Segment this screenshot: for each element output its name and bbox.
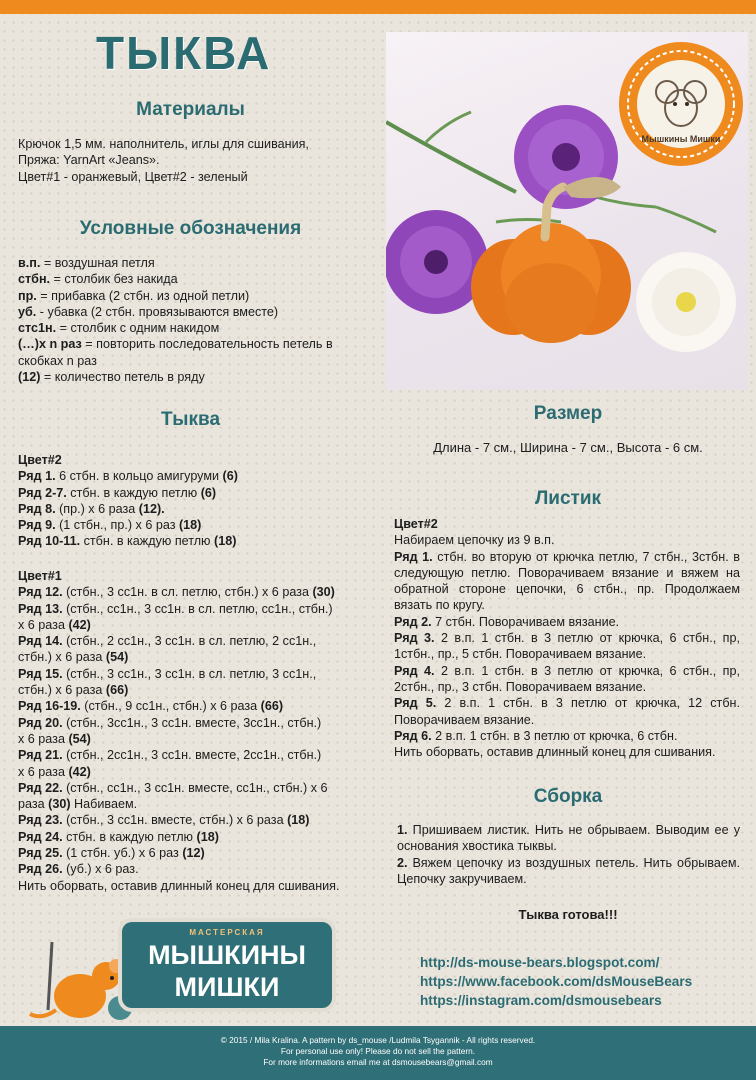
row-label: Ряд 24.: [18, 829, 63, 844]
pattern-row: [18, 649, 340, 665]
row-text: х 6 раза: [18, 731, 69, 746]
row-label: Ряд 9.: [18, 518, 56, 533]
pumpkin-heading: Тыква: [160, 409, 221, 430]
row-label: Ряд 20.: [18, 715, 63, 730]
pattern-row: [18, 796, 340, 812]
pumpkin-color1: [18, 568, 340, 894]
row-count: (18): [196, 829, 219, 844]
leaf-row: [394, 630, 740, 663]
leaf-finish: Нить оборвать, оставив длинный конец для сшивания.: [394, 745, 716, 760]
step-number: 2.: [397, 855, 408, 870]
legend-desc: = повторить последовательность петель в: [81, 337, 333, 352]
page-title: ТЫКВА: [96, 27, 272, 79]
legend-desc: = прибавка (2 стбн. из одной петли): [36, 288, 250, 303]
row-text: (стбн., 2сс1н., 3 сс1н. вместе, 2сс1н., стбн.): [62, 748, 322, 763]
row-count: (42): [68, 764, 91, 779]
pattern-row: [18, 812, 340, 828]
social-link[interactable]: https://www.facebook.com/dsMouseBears: [420, 974, 693, 989]
brand-logo-banner: [118, 918, 336, 1012]
pattern-row: [18, 666, 340, 682]
row-text: 2 в.п. 1 стбн. в 3 петлю от крючка, 6 стбн., пр, 1стбн., пр., 5 стбн. Поворачиваем вязание.: [394, 631, 740, 662]
leaf-row: [394, 663, 740, 696]
legend-desc: - убавка (2 стбн. провязываются вместе): [36, 304, 279, 319]
materials-line: Пряжа: YarnArt «Jeans».: [18, 153, 160, 168]
done-text: Тыква готова!!!: [518, 907, 618, 922]
social-link[interactable]: https://instagram.com/dsmousebears: [420, 993, 662, 1008]
row-text: стбн. во вторую от крючка петлю, 7 стбн., 3стбн. в следующую петлю. Поворачиваем вязание и вяжем на обратной стороне цепочки, 6 стбн., пр. Продолжаем вязать по кругу.: [394, 549, 740, 613]
row-label: Ряд 4.: [394, 663, 435, 678]
row-count: (30): [48, 797, 71, 812]
legend-item: [18, 369, 333, 385]
size-text: [390, 440, 746, 456]
row-count: (54): [105, 650, 129, 665]
row-label: Ряд 10-11.: [18, 534, 81, 549]
row-label: Ряд 8.: [18, 501, 56, 516]
size-value: Длина - 7 см., Ширина - 7 см., Высота - 6 см.: [433, 440, 703, 455]
top-orange-bar: [0, 0, 756, 14]
row-count: (66): [260, 699, 284, 714]
row-label: Ряд 6.: [394, 728, 432, 743]
logo-line2: МИШКИ: [174, 972, 280, 1002]
row-label: Ряд 2-7.: [18, 485, 67, 500]
row-text: (стбн., 3 сс1н., 3 сс1н. в сл. петлю, 3 сс1н.,: [62, 666, 317, 681]
row-text: (стбн., 3 сс1н. в сл. петлю, стбн.) х 6 раза: [62, 585, 313, 600]
row-label: Ряд 22.: [18, 780, 63, 795]
row-label: Ряд 14.: [18, 634, 63, 649]
pattern-row: [18, 715, 340, 731]
row-text: 2 в.п. 1 стбн. в 3 петлю от крючка, 6 стбн., пр, 2стбн., пр., 3 стбн. Поворачиваем вязание.: [394, 663, 740, 694]
legend-term: (12): [18, 370, 41, 385]
row-text: 2 в.п. 1 стбн. в 3 петлю от крючка, 12 стбн. Поворачиваем вязание.: [394, 696, 740, 727]
pattern-row: [18, 601, 340, 617]
materials-line: Крючок 1,5 мм. наполнитель, иглы для сшивания,: [18, 137, 309, 151]
legend-item: [18, 353, 333, 369]
footer-line: For personal use only! Please do not sell the pattern.: [280, 1046, 476, 1056]
legend-item: [18, 271, 333, 287]
assembly-heading: Сборка: [533, 786, 603, 807]
pattern-row: [18, 829, 340, 845]
row-text: 6 стбн. в кольцо амигуруми: [55, 469, 223, 484]
row-label: Ряд 25.: [18, 846, 63, 861]
pattern-row: [18, 845, 340, 861]
legend-desc: = столбик с одним накидом: [56, 321, 220, 336]
legend-item: [18, 255, 333, 271]
pattern-row: [18, 747, 340, 763]
pattern-row: [18, 633, 340, 649]
leaf-color-label: Цвет#2: [394, 517, 438, 531]
assembly-steps: [397, 822, 740, 887]
pattern-row: [18, 698, 340, 714]
row-label: Ряд 26.: [18, 862, 63, 877]
logo-small-text: МАСТЕРСКАЯ: [189, 928, 265, 937]
pattern-row: [18, 731, 340, 747]
row-text: (1 стбн. уб.) х 6 раз: [62, 846, 183, 861]
row-text: (стбн., 3сс1н., 3 сс1н. вместе, 3сс1н., стбн.): [62, 715, 322, 730]
pattern-row: [18, 517, 238, 533]
legend-item: [18, 336, 333, 352]
assembly-step: [397, 855, 740, 888]
legend-term: в.п.: [18, 256, 41, 270]
row-label: Ряд 12.: [18, 585, 63, 600]
row-text: стбн. в каждую петлю: [62, 829, 197, 844]
row-count: (18): [214, 534, 237, 549]
leaf-intro: Набираем цепочку из 9 в.п.: [394, 533, 555, 548]
legend-item: [18, 304, 333, 320]
row-text: стбн. в каждую петлю: [80, 534, 215, 549]
materials-line: Цвет#1 - оранжевый, Цвет#2 - зеленый: [18, 169, 248, 184]
legend-term: стс1н.: [18, 321, 57, 336]
row-text: (стбн., сс1н., 3 сс1н. в сл. петлю, сс1н., стбн.): [62, 601, 333, 616]
row-text: стбн.) х 6 раза: [18, 650, 106, 665]
color1-label: Цвет#1: [18, 569, 62, 583]
row-count: (66): [105, 683, 129, 698]
legend-desc: = количество петель в ряду: [40, 370, 205, 385]
row-label: Ряд 15.: [18, 666, 63, 681]
size-heading: Размер: [533, 403, 603, 424]
legend-term: пр.: [18, 288, 37, 303]
row-label: Ряд 1.: [394, 549, 433, 564]
footer-credits: [0, 1026, 756, 1080]
pumpkin-color2: [18, 452, 238, 550]
leaf-instructions: [394, 516, 740, 760]
row-count: (12): [182, 846, 205, 861]
row-label: Ряд 5.: [394, 696, 437, 711]
row-label: Ряд 16-19.: [18, 699, 81, 714]
legend-desc: = воздушная петля: [40, 256, 155, 270]
row-text: х 6 раза: [18, 764, 69, 779]
row-text: (уб.) х 6 раз.: [62, 862, 139, 877]
mouse-stamp-logo: [617, 40, 745, 168]
legend-term: уб.: [18, 304, 37, 319]
social-link[interactable]: http://ds-mouse-bears.blogspot.com/: [420, 955, 660, 970]
footer-line: © 2015 / Mila Kralina. A pattern by ds_mouse /Ludmila Tsygannik - All rights reserved.: [220, 1035, 536, 1045]
legend-term: (…)х n раз: [18, 337, 82, 352]
assembly-done: [390, 907, 746, 923]
color2-label: Цвет#2: [18, 453, 62, 467]
legend-item: [18, 320, 333, 336]
pattern-row: [18, 584, 340, 600]
legend-heading: Условные обозначения: [79, 218, 302, 239]
leaf-row: [394, 614, 740, 630]
legend-desc: скобках n раз: [18, 353, 97, 368]
row-after: Набиваем.: [70, 797, 138, 812]
row-label: Ряд 21.: [18, 748, 63, 763]
step-text: Пришиваем листик. Нить не обрываем. Выводим ее у основания хвостика тыквы.: [397, 823, 740, 854]
pattern-row: [18, 501, 238, 517]
legend-item: [18, 288, 333, 304]
legend-term: стбн.: [18, 272, 51, 287]
pattern-row: [18, 533, 238, 549]
pattern-row: [18, 682, 340, 698]
legend-desc: = столбик без накида: [50, 272, 178, 287]
row-label: Ряд 2.: [394, 614, 432, 629]
row-text: раза: [18, 797, 49, 812]
legend-list: [18, 255, 333, 385]
materials-heading: Материалы: [136, 99, 245, 120]
row-count: (42): [68, 617, 91, 632]
row-count: (54): [68, 731, 91, 746]
row-text: 2 в.п. 1 стбн. в 3 петлю от крючка, 6 стбн.: [431, 728, 678, 743]
row-count: (12).: [138, 501, 165, 516]
pattern-row: [18, 468, 238, 484]
leaf-row: [394, 728, 740, 744]
row-text: (стбн., 9 сс1н., стбн.) х 6 раза: [80, 699, 261, 714]
row-text: (стбн., сс1н., 3 сс1н. вместе, сс1н., стбн.) х 6: [62, 780, 328, 795]
step-number: 1.: [397, 823, 408, 837]
leaf-row: [394, 549, 740, 614]
materials-text: [18, 136, 309, 185]
leaf-heading: Листик: [534, 488, 602, 509]
row-text: 7 стбн. Поворачиваем вязание.: [431, 614, 620, 629]
logo-line1: МЫШКИНЫ: [148, 940, 306, 970]
row-text: (пр.) х 6 раза: [55, 501, 139, 516]
row-text: (стбн., 2 сс1н., 3 сс1н. в сл. петлю, 2 сс1н.,: [62, 634, 317, 649]
row-text: (стбн., 3 сс1н. вместе, стбн.) х 6 раза: [62, 813, 288, 828]
row-label: Ряд 13.: [18, 601, 63, 616]
row-label: Ряд 23.: [18, 813, 63, 828]
row-text: стбн. в каждую петлю: [66, 485, 201, 500]
row-label: Ряд 3.: [394, 631, 435, 646]
row-text: (1 стбн., пр.) х 6 раз: [55, 518, 179, 533]
row-count: (18): [178, 518, 202, 533]
row-count: (30): [312, 585, 335, 600]
row-text: х 6 раза: [18, 617, 69, 632]
footer-line: For more informations email me at dsmousebears@gmail.com: [263, 1057, 493, 1067]
row-count: (18): [287, 813, 310, 828]
row-label: Ряд 1.: [18, 469, 56, 484]
stamp-text: Мышкины Мишки: [641, 134, 721, 144]
row-text: стбн.) х 6 раза: [18, 683, 106, 698]
row-count: (6): [200, 485, 217, 500]
pattern-row: [18, 764, 340, 780]
links-list: [420, 953, 692, 1010]
pattern-row: [18, 861, 340, 877]
assembly-step: [397, 822, 740, 855]
leaf-row: [394, 695, 740, 728]
step-text: Вяжем цепочку из воздушных петель. Нить обрываем. Цепочку закручиваем.: [397, 855, 740, 886]
pumpkin-finish: Нить оборвать, оставив длинный конец для сшивания.: [18, 878, 340, 893]
pattern-row: [18, 485, 238, 501]
row-count: (6): [222, 469, 238, 484]
pattern-row: [18, 617, 340, 633]
pattern-row: [18, 780, 340, 796]
